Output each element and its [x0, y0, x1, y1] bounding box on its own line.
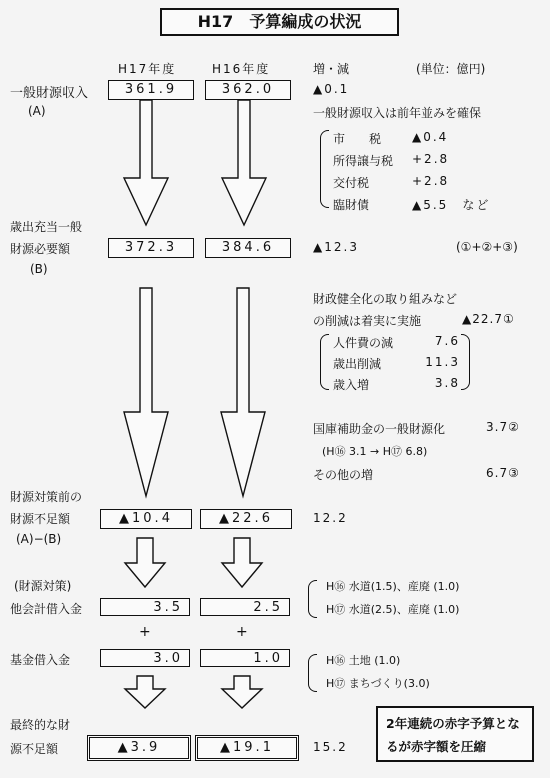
- col-header-h16: H16年度: [212, 62, 271, 76]
- general-revenue-label: 一般財源収入: [10, 86, 89, 101]
- arrow-down-large-icon: [124, 100, 168, 225]
- subsidy-value: 3.7②: [486, 420, 520, 434]
- final-h16: ▲19.1: [195, 735, 299, 761]
- reform-line-2: の削減は着実に実施: [313, 314, 422, 328]
- reform-item-name: 歳出削減: [333, 357, 382, 371]
- borrow-other-note-h16: H⑯ 水道(1.5)、産廃 (1.0): [326, 580, 460, 593]
- fund-h16: 1.0: [200, 649, 290, 667]
- page-title: H17 予算編成の状況: [160, 8, 399, 36]
- required-h16: 384.6: [205, 238, 291, 258]
- final-change: 15.2: [313, 740, 348, 754]
- final-label-1: 最終的な財: [10, 718, 71, 732]
- general-revenue-h17: 361.9: [108, 80, 194, 100]
- general-revenue-sub: (A): [28, 104, 46, 118]
- required-label-2: 財源必要額: [10, 242, 71, 256]
- col-header-h17: H17年度: [118, 62, 177, 76]
- shortfall-before-h17: ▲10.4: [100, 509, 192, 529]
- measures-label: (財源対策): [14, 579, 72, 593]
- revenue-item-value: +2.8: [412, 174, 450, 188]
- unit-label: (単位：億円): [416, 62, 486, 76]
- borrow-other-h17: 3.5: [100, 598, 190, 616]
- revenue-item-name: 所得譲与税: [333, 154, 394, 168]
- arrow-down-icon: [222, 538, 262, 587]
- revenue-item-value: ▲5.5 など: [412, 198, 491, 212]
- general-revenue-note: 一般財源収入は前年並みを確保: [313, 106, 482, 120]
- arrow-down-large-icon: [124, 288, 168, 496]
- required-h17: 372.3: [108, 238, 194, 258]
- reform-item-name: 歳入増: [333, 378, 370, 392]
- subsidy-detail: (H⑯ 3.1 → H⑰ 6.8): [322, 445, 428, 458]
- other-value: 6.7③: [486, 466, 520, 480]
- reform-item-name: 人件費の減: [333, 336, 394, 350]
- shortfall-before-label-1: 財源対策前の: [10, 490, 83, 504]
- reform-item-value: 11.3: [425, 355, 460, 369]
- revenue-item-value: +2.8: [412, 152, 450, 166]
- reform-item-value: 7.6: [434, 334, 460, 348]
- revenue-item-name: 交付税: [333, 176, 370, 190]
- borrow-other-note-h17: H⑰ 水道(2.5)、産廃 (1.0): [326, 603, 460, 616]
- required-ref: (①+②+③): [456, 240, 518, 254]
- arrow-down-large-icon: [221, 288, 265, 496]
- final-label-2: 源不足額: [10, 742, 59, 756]
- required-change: ▲12.3: [313, 240, 359, 254]
- plus-sign-h16: +: [236, 624, 248, 640]
- reform-item-value: 3.8: [434, 376, 460, 390]
- fund-h17: 3.0: [100, 649, 190, 667]
- reform-line-1: 財政健全化の取り組みなど: [313, 292, 458, 306]
- required-sub: (B): [30, 262, 48, 276]
- general-revenue-h16: 362.0: [205, 80, 291, 100]
- arrow-down-large-icon: [222, 100, 266, 225]
- fund-note-h16: H⑯ 土地 (1.0): [326, 654, 401, 667]
- arrow-down-small-icon: [222, 676, 262, 708]
- shortfall-before-sub: (A)−(B): [16, 532, 62, 546]
- borrow-other-h16: 2.5: [200, 598, 290, 616]
- fund-label: 基金借入金: [10, 653, 71, 667]
- plus-sign-h17: +: [139, 624, 151, 640]
- shortfall-before-label-2: 財源不足額: [10, 512, 71, 526]
- arrow-down-icon: [125, 538, 165, 587]
- shortfall-before-change: 12.2: [313, 511, 348, 525]
- revenue-item-value: ▲0.4: [412, 130, 449, 144]
- general-revenue-change: ▲0.1: [313, 82, 350, 96]
- final-h17: ▲3.9: [87, 735, 191, 761]
- subsidy-label: 国庫補助金の一般財源化: [313, 422, 446, 436]
- col-header-change: 増・減: [313, 62, 350, 76]
- reform-total: ▲22.7①: [462, 312, 515, 326]
- required-label-1: 歳出充当一般: [10, 220, 83, 234]
- revenue-item-name: 臨財債: [333, 198, 370, 212]
- shortfall-before-h16: ▲22.6: [200, 509, 292, 529]
- conclusion-box: 2年連続の赤字予算となるが赤字額を圧縮: [376, 706, 534, 762]
- other-label: その他の増: [313, 468, 374, 482]
- borrow-other-label: 他会計借入金: [10, 602, 83, 616]
- fund-note-h17: H⑰ まちづくり(3.0): [326, 677, 430, 690]
- revenue-item-name: 市 税: [333, 132, 382, 146]
- arrow-down-small-icon: [125, 676, 165, 708]
